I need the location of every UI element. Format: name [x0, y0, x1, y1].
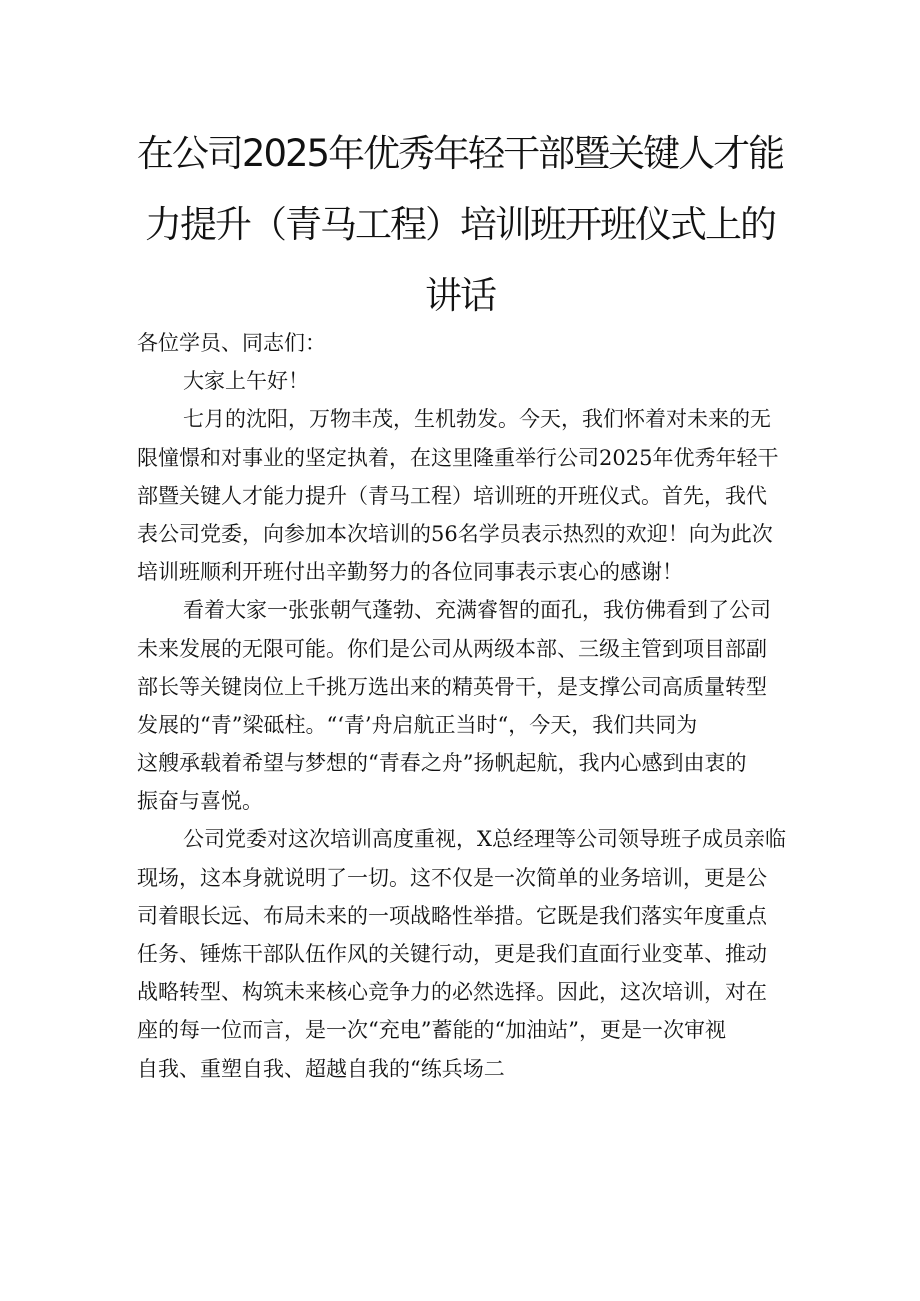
paragraph-significance: [137, 820, 785, 1087]
paragraph-line: 战略转型、构筑未来核心竞争力的必然选择。因此，这次培训，对在: [137, 980, 767, 1005]
salutation: 各位学员、同志们：: [137, 331, 326, 355]
paragraph-line: 自我、重塑自我、超越自我的“练兵场二: [137, 1056, 505, 1081]
paragraph-line: 未来发展的无限可能。你们是公司从两级本部、三级主管到项目部副: [137, 636, 767, 661]
paragraph-line: 公司党委对这次培训高度重视，X总经理等公司领导班子成员亲临: [183, 827, 786, 852]
paragraph-opening: [137, 400, 785, 591]
paragraph-trainees: [137, 591, 785, 820]
paragraph-line: 这艘承载着希望与梦想的“青春之舟”扬帆起航，我内心感到由衷的: [137, 751, 747, 776]
greeting: 大家上午好！: [183, 369, 309, 394]
paragraph-line: 发展的“青”梁砥柱。“‘青’舟启航正当时“，今天，我们共同为: [137, 712, 698, 737]
paragraph-line: 部暨关键人才能力提升（青马工程）培训班的开班仪式。首先，我代: [137, 483, 767, 508]
title-line: 在公司2025年优秀年轻干部暨关键人才能: [136, 132, 784, 175]
document-title: [120, 118, 800, 331]
paragraph-line: 座的每一位而言，是一次“充电”蓄能的“加油站”，更是一次审视: [137, 1018, 726, 1043]
paragraph-line: 培训班顺利开班付出辛勤努力的各位同事表示衷心的感谢！: [137, 560, 683, 585]
paragraph-line: 任务、锤炼干部队伍作风的关键行动，更是我们直面行业变革、推动: [137, 942, 767, 966]
paragraph-line: 部长等关键岗位上千挑万选出来的精英骨干，是支撑公司高质量转型: [137, 674, 767, 699]
paragraph-line: 限憧憬和对事业的坚定执着，在这里隆重举行公司2025年优秀年轻干: [137, 445, 779, 470]
paragraph-line: 振奋与喜悦。: [137, 789, 263, 814]
speech-body: [137, 324, 785, 1088]
paragraph-line: 表公司党委，向参加本次培训的56名学员表示热烈的欢迎！向为此次: [137, 521, 773, 546]
title-line: 力提升（青马工程）培训班开班仪式上的: [145, 203, 775, 246]
paragraph-line: 司着眼长远、布局未来的一项战略性举措。它既是我们落实年度重点: [137, 903, 767, 928]
paragraph-line: 七月的沈阳，万物丰茂，生机勃发。今天，我们怀着对未来的无: [183, 407, 771, 432]
paragraph-line: 现场，这本身就说明了一切。这不仅是一次简单的业务培训，更是公: [137, 865, 767, 890]
title-line: 讲话: [425, 274, 495, 317]
paragraph-line: 看着大家一张张朝气蓬勃、充满睿智的面孔，我仿佛看到了公司: [183, 598, 771, 623]
